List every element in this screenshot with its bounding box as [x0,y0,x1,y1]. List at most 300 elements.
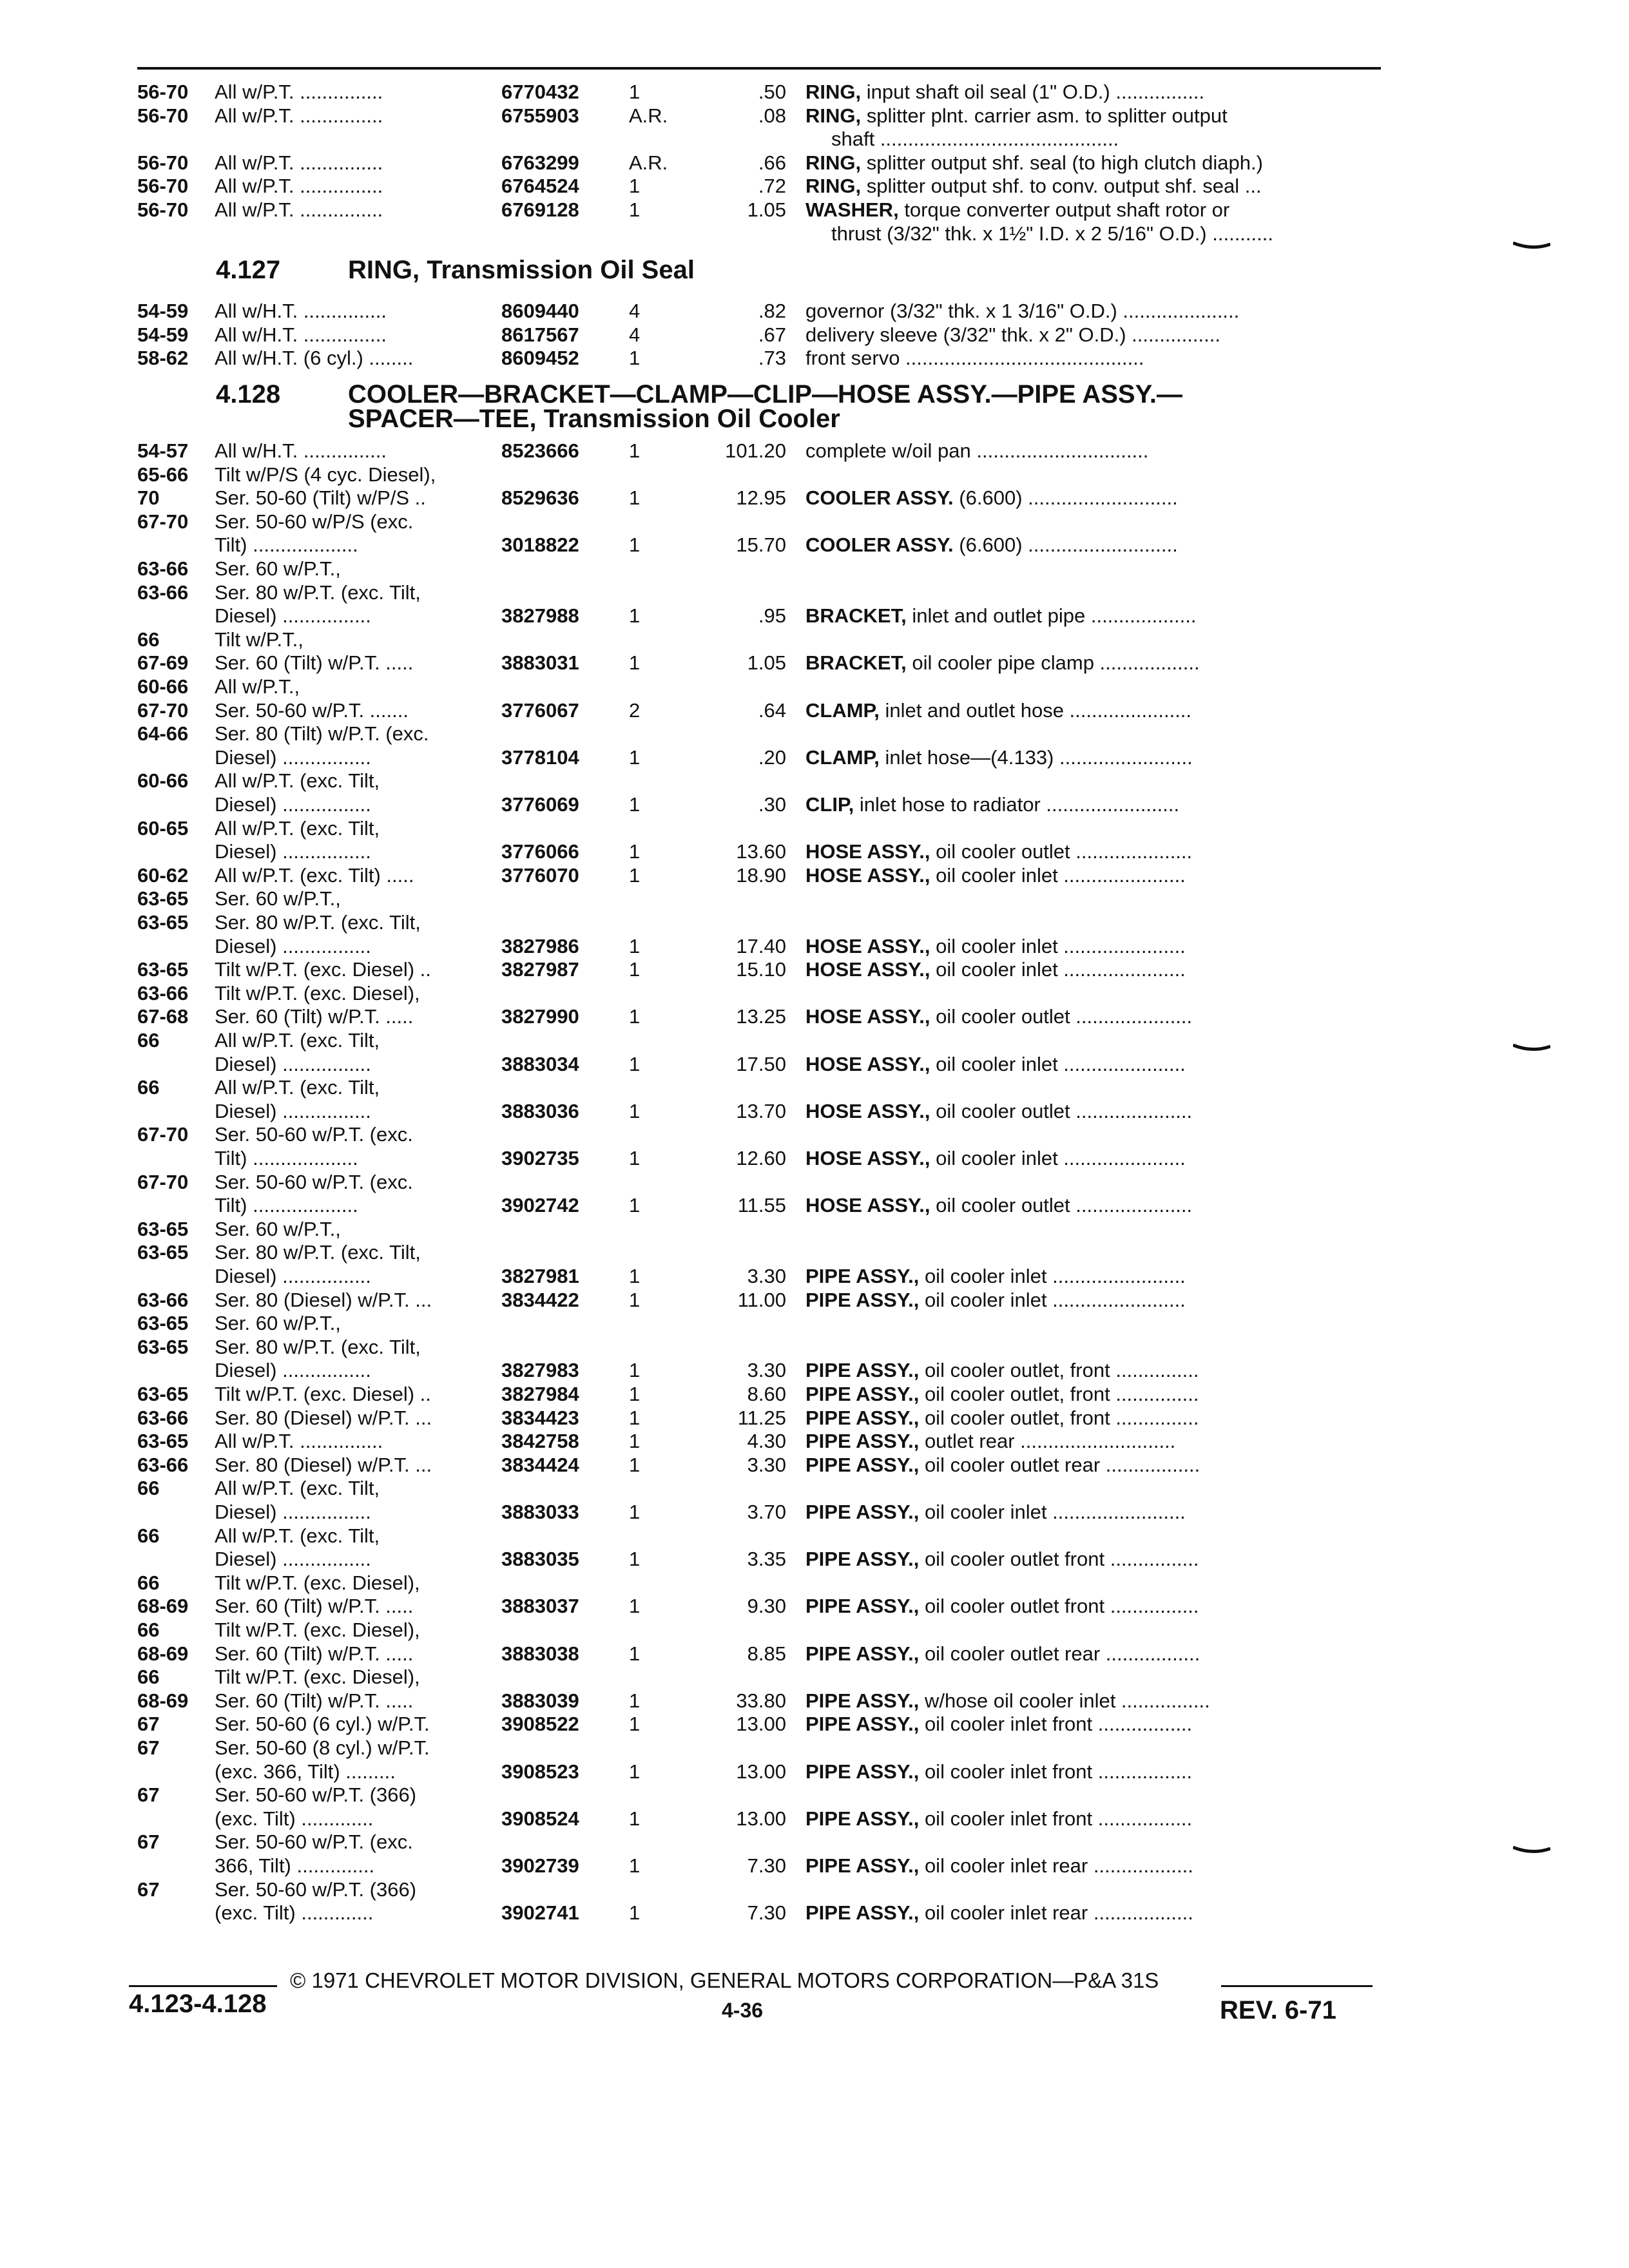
part-number: 3827983 [501,1359,579,1382]
model-years: 60-66 [137,769,189,793]
application: Ser. 60 w/P.T., [215,1312,341,1335]
part-name: RING, [805,151,862,174]
price: 15.70 [736,533,786,557]
quantity: 1 [629,1713,641,1736]
part-number: 3827986 [501,934,579,957]
part-detail: splitter plnt. carrier asm. to splitter output [866,104,1228,127]
list-item [0,1831,1629,1856]
part-detail: inlet and outlet pipe ................... [912,604,1197,628]
quantity: 1 [629,604,641,628]
part-detail: inlet hose to radiator ........................ [859,793,1180,816]
quantity: 1 [629,486,641,510]
application: Ser. 80 (Diesel) w/P.T. ... [215,1453,432,1476]
part-number: 3902741 [501,1901,579,1925]
application: Ser. 80 w/P.T. (exc. Tilt, [215,1335,421,1358]
part-detail: oil cooler inlet ........................ [924,1501,1186,1523]
model-years: 54-59 [137,323,189,346]
part-name: BRACKET, [805,604,907,628]
application: Diesel) ................ [215,1052,371,1075]
price: .30 [758,793,786,816]
model-years: 68-69 [137,1642,189,1665]
model-years: 67 [137,1736,160,1759]
quantity: 1 [629,1406,641,1429]
model-years: 66 [137,1029,160,1052]
part-detail: thrust (3/32" thk. x 1½" I.D. x 2 5/16" O.D.) ........... [831,222,1273,245]
description [805,1100,1379,1123]
description [805,1501,1379,1524]
list-item [0,769,1629,795]
part-detail: oil cooler outlet ..................... [936,1099,1193,1122]
application: Diesel) ................ [215,604,371,628]
description [805,151,1379,175]
model-years: 67 [137,1878,160,1901]
application: Tilt w/P/S (4 cyc. Diesel), [215,463,436,486]
description [805,604,1379,628]
quantity: 1 [629,745,641,769]
part-number: 3834424 [501,1453,579,1476]
quantity: 1 [629,1194,641,1217]
application: All w/P.T. ............... [215,198,383,221]
part-name: HOSE ASSY., [805,1099,930,1122]
part-name: HOSE ASSY., [805,958,930,981]
quantity: 1 [629,175,641,198]
description [805,1194,1379,1217]
part-detail: oil cooler inlet ...................... [936,1052,1186,1075]
part-number: 3883036 [501,1099,579,1122]
part-name: PIPE ASSY., [805,1453,920,1476]
list-item [0,699,1629,725]
margin-tick-mark [1513,1846,1550,1855]
list-item [0,1901,1629,1927]
description [805,347,1379,370]
part-name: RING, [805,104,862,127]
part-name: PIPE ASSY., [805,1406,920,1429]
model-years: 66 [137,1571,160,1594]
part-number: 6764524 [501,175,579,198]
list-item [0,1005,1629,1031]
list-item [0,1171,1629,1196]
part-detail: oil cooler inlet front ................. [924,1807,1193,1830]
quantity: 1 [629,1501,641,1523]
model-years: 67 [137,1831,160,1854]
part-detail: oil cooler inlet front ................. [924,1760,1193,1783]
part-detail: governor (3/32" thk. x 1 3/16" O.D.) ..................... [805,300,1240,322]
list-item [0,911,1629,937]
part-name: PIPE ASSY., [805,1430,920,1453]
margin-tick-mark [1513,242,1550,251]
quantity: 1 [629,1548,641,1571]
list-item [0,347,1629,372]
part-name: HOSE ASSY., [805,1147,930,1169]
list-item [0,864,1629,890]
description [805,1548,1379,1571]
part-detail: input shaft oil seal (1" O.D.) ................ [866,81,1205,103]
model-years: 56-70 [137,81,189,103]
part-detail: oil cooler outlet front ................ [924,1548,1199,1571]
footer-section-range: 4.123-4.128 [129,1990,267,2018]
model-years: 66 [137,1477,160,1500]
application: Ser. 60 (Tilt) w/P.T. ..... [215,1689,414,1712]
description [805,1005,1379,1028]
part-detail: oil cooler inlet ...................... [936,1147,1186,1169]
part-number: 3842758 [501,1430,579,1453]
part-name: CLAMP, [805,698,880,722]
list-item [0,887,1629,913]
list-item [0,439,1629,465]
model-years: 63-65 [137,1217,189,1240]
part-detail: oil cooler outlet, front ............... [924,1359,1199,1382]
description [805,533,1379,557]
application: All w/P.T., [215,675,300,698]
part-number: 3827984 [501,1383,579,1405]
list-item [0,1854,1629,1880]
model-years: 63-65 [137,1312,189,1335]
quantity: 1 [629,840,641,863]
price: 3.35 [747,1548,786,1571]
model-years: 63-66 [137,1406,189,1429]
quantity: 1 [629,1265,641,1287]
part-detail: oil cooler pipe clamp .................. [912,651,1200,675]
list-item [0,1359,1629,1385]
part-name: RING, [805,81,862,103]
model-years: 63-65 [137,1335,189,1358]
part-number: 3776067 [501,698,579,722]
list-item [0,817,1629,843]
price: 8.85 [747,1642,786,1665]
description [805,439,1379,463]
application: Diesel) ................ [215,840,371,863]
price: .82 [758,300,786,322]
description [805,104,1379,128]
list-item [0,1666,1629,1691]
part-detail: torque converter output shaft rotor or [904,198,1230,221]
part-detail: oil cooler inlet rear .................. [924,1901,1193,1925]
application: Ser. 50-60 w/P.T. (exc. [215,1123,413,1146]
description [805,1807,1379,1831]
quantity: 1 [629,1595,641,1618]
model-years: 63-66 [137,981,189,1004]
application: Diesel) ................ [215,1099,371,1122]
part-name: HOSE ASSY., [805,1005,930,1028]
model-years: 67-70 [137,510,189,533]
application: Ser. 50-60 (Tilt) w/P/S .. [215,486,426,510]
part-name: WASHER, [805,198,899,221]
part-number: 3827981 [501,1265,579,1287]
list-item [0,1100,1629,1126]
part-name: PIPE ASSY., [805,1595,920,1618]
quantity: 1 [629,651,641,675]
part-name: PIPE ASSY., [805,1383,920,1405]
application: Ser. 60 w/P.T., [215,887,341,910]
price: 3.30 [747,1265,786,1287]
list-item [0,1501,1629,1526]
application: Ser. 60 w/P.T., [215,557,341,580]
description [805,840,1379,863]
quantity: 1 [629,863,641,887]
part-number: 3883031 [501,651,579,675]
application: Tilt w/P.T., [215,628,304,651]
quantity: 1 [629,533,641,557]
part-name: CLIP, [805,793,854,816]
part-name: PIPE ASSY., [805,1501,920,1523]
part-number: 3778104 [501,745,579,769]
description [805,1689,1379,1713]
model-years: 67-70 [137,698,189,722]
model-years: 60-65 [137,816,189,840]
part-number: 8609440 [501,300,579,322]
part-number: 3827987 [501,958,579,981]
footer-revision: REV. 6-71 [1220,1996,1336,2024]
description [805,1642,1379,1666]
list-item [0,198,1629,224]
list-item [0,1076,1629,1102]
description [805,1407,1379,1430]
part-number: 3902739 [501,1854,579,1877]
application: Ser. 60 (Tilt) w/P.T. ..... [215,1005,414,1028]
part-number: 6763299 [501,151,579,174]
list-item [0,1783,1629,1809]
list-item [0,151,1629,177]
list-item [0,581,1629,607]
quantity: 1 [629,1052,641,1075]
application: All w/P.T. (exc. Tilt, [215,1477,380,1500]
application: 366, Tilt) .............. [215,1854,375,1877]
description [805,175,1379,198]
model-years: 66 [137,1524,160,1547]
description [805,1289,1379,1312]
list-item [0,104,1629,130]
list-item [0,628,1629,654]
part-name: PIPE ASSY., [805,1689,920,1712]
quantity: 4 [629,323,641,346]
model-years: 68-69 [137,1595,189,1618]
section-number: 4.128 [216,380,281,408]
description [805,1053,1379,1076]
list-item [0,793,1629,819]
application: (exc. Tilt) ............. [215,1807,374,1830]
part-number: 3883039 [501,1689,579,1712]
list-item [0,1383,1629,1408]
model-years: 67 [137,1713,160,1736]
description [805,1265,1379,1288]
model-years: 54-57 [137,439,189,462]
application: Ser. 80 (Diesel) w/P.T. ... [215,1288,432,1311]
list-item [0,958,1629,984]
application: Ser. 80 w/P.T. (exc. Tilt, [215,581,421,604]
price: .73 [758,347,786,370]
list-item [0,1689,1629,1715]
list-item [0,1454,1629,1479]
description [831,128,1405,151]
application: Ser. 50-60 w/P.T. (366) [215,1783,417,1807]
description [805,81,1379,104]
section-number: 4.127 [216,256,281,284]
application: All w/H.T. (6 cyl.) ........ [215,347,414,370]
quantity: 1 [629,1807,641,1830]
application: Tilt w/P.T. (exc. Diesel), [215,1619,420,1641]
application: Ser. 50-60 w/P.T. (exc. [215,1831,413,1854]
model-years: 63-66 [137,1288,189,1311]
part-name: PIPE ASSY., [805,1901,920,1925]
application: All w/P.T. (exc. Tilt, [215,769,380,793]
price: 18.90 [736,863,786,887]
list-item [0,1548,1629,1573]
part-number: 3883034 [501,1052,579,1075]
margin-tick-mark [1513,1044,1550,1053]
list-item [0,675,1629,701]
part-detail: splitter output shf. to conv. output shf. seal ... [866,175,1262,198]
quantity: 1 [629,81,641,103]
quantity: 1 [629,439,641,462]
price: 1.05 [747,651,786,675]
price: 11.00 [737,1288,786,1311]
price: 8.60 [747,1383,786,1405]
price: 3.70 [747,1501,786,1523]
model-years: 58-62 [137,347,189,370]
part-detail: (6.600) ........................... [959,533,1178,557]
application: Ser. 60 (Tilt) w/P.T. ..... [215,651,414,675]
application: Ser. 60 w/P.T., [215,1217,341,1240]
part-name: HOSE ASSY., [805,840,930,863]
part-name: PIPE ASSY., [805,1288,920,1311]
application: Ser. 50-60 w/P.T. (366) [215,1878,417,1901]
list-item [0,1123,1629,1149]
model-years: 66 [137,628,160,651]
quantity: 1 [629,1854,641,1877]
list-item [0,486,1629,512]
model-years: 56-70 [137,104,189,127]
price: 13.00 [736,1807,786,1830]
quantity: 1 [629,1453,641,1476]
description [805,1430,1379,1453]
description [805,746,1379,769]
description [805,1359,1379,1382]
quantity: 1 [629,1005,641,1028]
list-item [0,935,1629,961]
part-detail: oil cooler inlet ........................ [924,1265,1186,1287]
description [805,300,1379,323]
model-years: 65-66 [137,463,189,486]
application: Ser. 80 w/P.T. (exc. Tilt, [215,911,421,934]
application: Ser. 60 (Tilt) w/P.T. ..... [215,1642,414,1665]
part-number: 3018822 [501,533,579,557]
description [805,1854,1379,1878]
part-detail: splitter output shf. seal (to high clutch diaph.) [866,151,1263,174]
list-item [0,1194,1629,1220]
quantity: 1 [629,1288,641,1311]
application: (exc. 366, Tilt) ......... [215,1760,396,1783]
part-number: 3776070 [501,863,579,887]
section-title: RING, Transmission Oil Seal [348,256,695,284]
price: .72 [758,175,786,198]
part-detail: oil cooler inlet front ................. [924,1713,1193,1736]
description [805,1383,1379,1406]
section-header-4-127 [216,256,1376,285]
model-years: 56-70 [137,151,189,174]
part-detail: inlet hose—(4.133) ........................ [885,745,1193,769]
list-item [0,222,1629,248]
application: Ser. 60 (Tilt) w/P.T. ..... [215,1595,414,1618]
part-detail: oil cooler outlet ..................... [936,1005,1193,1028]
application: All w/P.T. (exc. Tilt) ..... [215,863,414,887]
quantity: 1 [629,1689,641,1712]
quantity: 4 [629,300,641,322]
application: All w/P.T. ............... [215,81,383,103]
list-item [0,1029,1629,1055]
part-name: COOLER ASSY. [805,533,954,557]
part-detail: oil cooler outlet rear ................. [924,1453,1200,1476]
list-item [0,128,1629,153]
footer-page-number: 4-36 [722,1999,764,2022]
price: .95 [758,604,786,628]
application: All w/H.T. ............... [215,439,387,462]
list-item [0,1430,1629,1456]
list-item [0,1312,1629,1338]
list-item [0,1878,1629,1904]
application: Tilt w/P.T. (exc. Diesel), [215,1666,420,1689]
part-name: PIPE ASSY., [805,1713,920,1736]
part-detail: front servo ........................................... [805,347,1144,370]
list-item [0,1289,1629,1314]
footer-rule-left [129,1985,277,1987]
quantity: 1 [629,1359,641,1382]
part-number: 3776069 [501,793,579,816]
list-item [0,1053,1629,1079]
price: 33.80 [736,1689,786,1712]
price: 3.30 [747,1359,786,1382]
application: All w/H.T. ............... [215,323,387,346]
description [805,958,1379,981]
price: 12.60 [736,1147,786,1169]
part-number: 3827988 [501,604,579,628]
part-name: COOLER ASSY. [805,486,954,510]
model-years: 67-70 [137,1123,189,1146]
description [805,323,1379,347]
application: Diesel) ................ [215,793,371,816]
description [805,198,1379,222]
description [805,1595,1379,1618]
application: Tilt w/P.T. (exc. Diesel), [215,981,420,1004]
part-detail: w/hose oil cooler inlet ................ [924,1689,1210,1712]
part-detail: oil cooler outlet, front ............... [924,1383,1199,1405]
model-years: 68-69 [137,1689,189,1712]
description [805,935,1379,958]
price: 15.10 [736,958,786,981]
list-item [0,1571,1629,1597]
model-years: 63-65 [137,958,189,981]
application: Ser. 80 w/P.T. (exc. Tilt, [215,1241,421,1264]
quantity: 1 [629,958,641,981]
top-rule [137,67,1381,70]
part-detail: oil cooler inlet ........................ [924,1288,1186,1311]
application: Diesel) ................ [215,745,371,769]
quantity: 1 [629,1099,641,1122]
list-item [0,651,1629,677]
quantity: 1 [629,198,641,221]
list-item [0,323,1629,349]
application: Tilt w/P.T. (exc. Diesel) .. [215,1383,431,1405]
description [805,1713,1379,1736]
description [805,1901,1379,1925]
model-years: 63-65 [137,1241,189,1264]
list-item [0,722,1629,748]
model-years: 67-68 [137,1005,189,1028]
description [805,864,1379,887]
price: 13.60 [736,840,786,863]
application: Diesel) ................ [215,1359,371,1382]
part-number: 3827990 [501,1005,579,1028]
quantity: 1 [629,1642,641,1665]
